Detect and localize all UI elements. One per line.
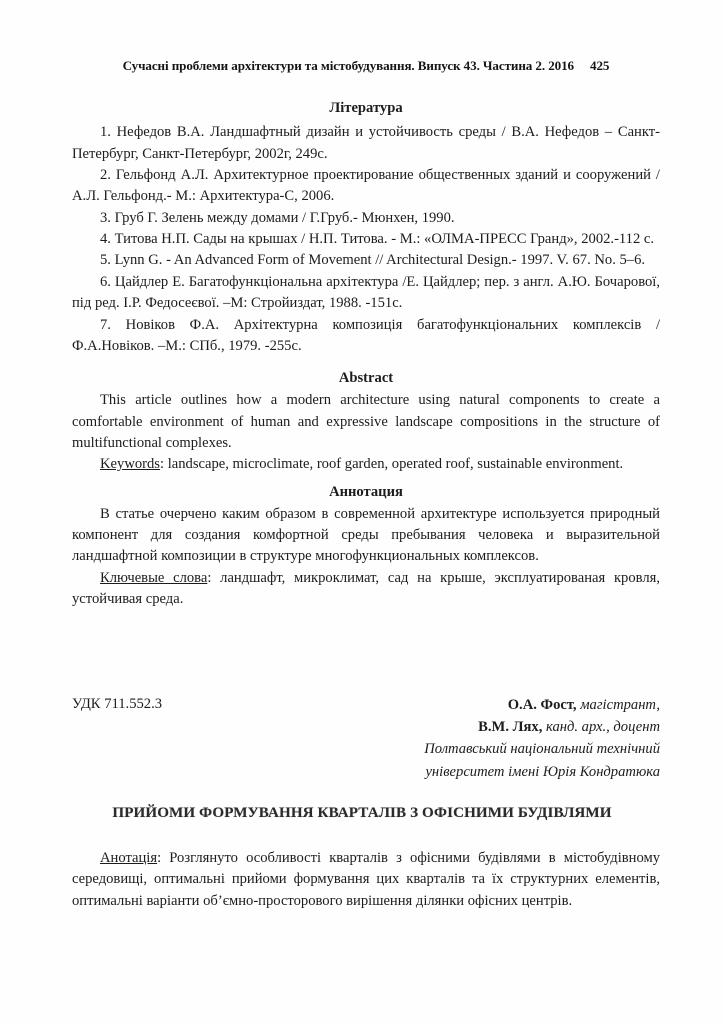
annotation-text: Розглянуто особливості кварталів з офісними будівлями в містобудівному середовищі, оптимальні прийоми формування цих кварталів та їх структурних елементів, оптимальні варіанти об’ємно-просторового вирішення ділянки офісних центрів. bbox=[72, 850, 660, 909]
affiliation-line: університет імені Юрія Кондратюка bbox=[425, 763, 660, 780]
reference-item: 1. Нефедов В.А. Ландшафтный дизайн и устойчивость среды / В.А. Нефедов – Санкт-Петербург, Санкт-Петербург, 2002г, 249с. bbox=[72, 124, 660, 162]
reference-item: 4. Титова Н.П. Сады на крышах / Н.П. Титова. - М.: «ОЛМА-ПРЕСС Гранд», 2002.-112 с. bbox=[100, 231, 655, 248]
page-number: 425 bbox=[590, 58, 610, 73]
reference-item: 6. Цайдлер Е. Багатофункціональна архітектура /Е. Цайдлер; пер. з англ. А.Ю. Бочарової, під ред. І.Р. Федосеєвої. –М: Стройиздат, 1988. -151с. bbox=[72, 273, 660, 312]
running-head-title: Сучасні проблеми архітектури та містобудування. Випуск 43. Частина 2. 2016 bbox=[122, 58, 575, 73]
author-block bbox=[424, 694, 660, 783]
author-line bbox=[424, 716, 660, 738]
author-degree: магістрант, bbox=[576, 697, 660, 713]
keywords-label-en: Keywords bbox=[100, 456, 160, 473]
abstract-ru-heading: Аннотация bbox=[329, 483, 403, 500]
author-degree: канд. арх., доцент bbox=[542, 719, 660, 736]
reference-item: 3. Груб Г. Зелень между домами / Г.Груб.- Мюнхен, 1990. bbox=[100, 209, 455, 226]
keywords-text-ru: ландшафт, микроклимат, сад на крыше, эксплуатированая кровля, устойчивая среда. bbox=[72, 569, 660, 608]
references-heading: Література bbox=[329, 100, 403, 116]
reference-item: 7. Новіков Ф.А. Архітектурна композиція багатофункціональних комплексів / Ф.А.Новіков. –М.: СПб., 1979. -255с. bbox=[72, 316, 660, 354]
abstract-en-keywords bbox=[72, 454, 660, 475]
annotation-label: Анотація bbox=[100, 850, 158, 866]
udc-author-block bbox=[72, 694, 660, 783]
keywords-text-en: landscape, microclimate, roof garden, operated roof, sustainable environment. bbox=[167, 456, 624, 473]
reference-item: 2. Гельфонд А.Л. Архитектурное проектирование общественных зданий и сооружений / А.Л. Гельфонд.- М.: Архитектура-С, 2006. bbox=[72, 166, 660, 205]
keywords-separator-en: : bbox=[160, 456, 168, 473]
abstract-ru-keywords bbox=[72, 568, 660, 611]
annotation-separator: : bbox=[157, 850, 170, 866]
running-head bbox=[72, 58, 660, 74]
abstract-ru-body: В статье очерчено каким образом в современной архитектуре используется природный компонент для создания комфортной среды пребывания человека и выразительной ландшафтной композиции в структуре многофункциональных комплексов. bbox=[72, 505, 660, 565]
author-name: В.М. Лях, bbox=[478, 719, 543, 736]
author-name: О.А. Фост, bbox=[507, 697, 577, 713]
annotation-paragraph bbox=[72, 848, 660, 912]
spacer bbox=[72, 357, 660, 368]
affiliation-line: Полтавський національний технічний bbox=[424, 741, 660, 758]
abstract-en-heading: Abstract bbox=[338, 370, 394, 387]
abstract-en-body: This article outlines how a modern architecture using natural components to create a comfortable environment of human and expressive landscape compositions in the structure of multifunctional complexes. bbox=[72, 392, 660, 451]
keywords-separator-ru: : bbox=[207, 569, 221, 586]
udc-code: УДК 711.552.3 bbox=[72, 696, 163, 712]
main-text-column bbox=[72, 98, 660, 610]
annotation-block bbox=[72, 848, 660, 912]
article-title: ПРИЙОМИ ФОРМУВАННЯ КВАРТАЛІВ З ОФІСНИМИ БУДІВЛЯМИ bbox=[112, 805, 612, 821]
reference-item: 5. Lynn G. - An Advanced Form of Movement // Architectural Design.- 1997. V. 67. No. 5–6. bbox=[100, 252, 646, 269]
author-line bbox=[424, 694, 660, 716]
keywords-label-ru: Ключевые слова bbox=[100, 569, 208, 586]
